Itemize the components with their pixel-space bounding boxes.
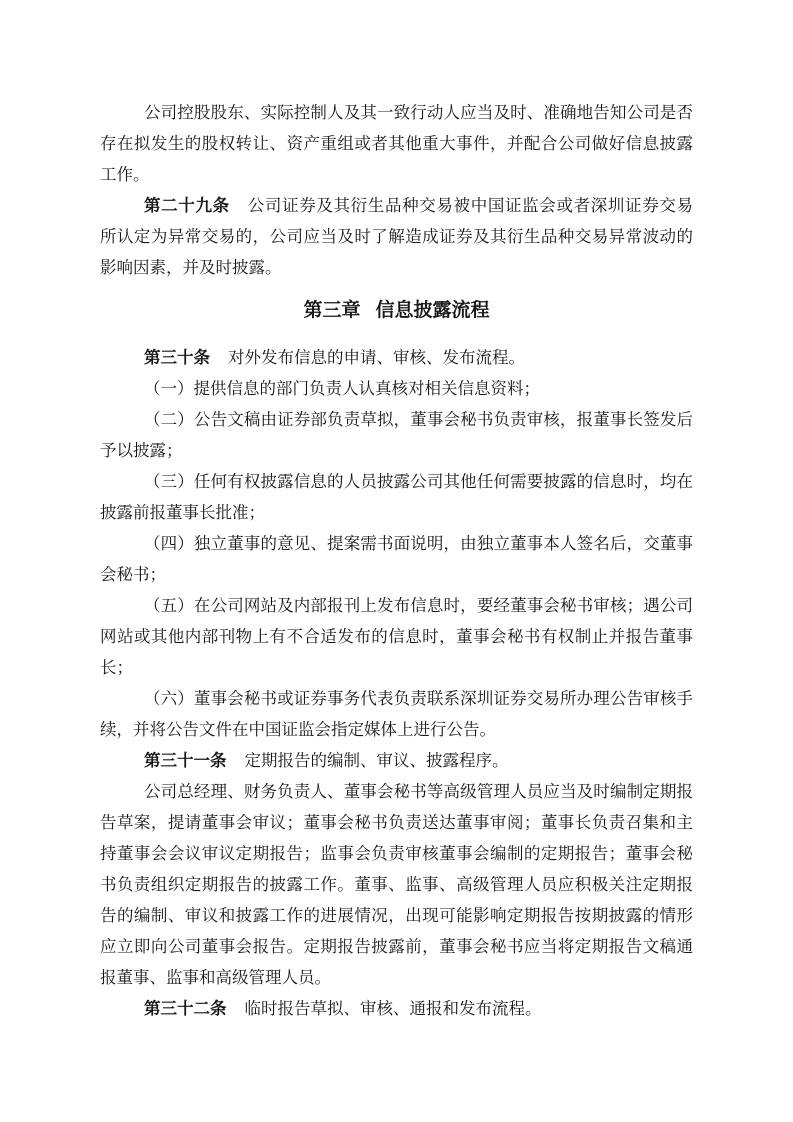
line-text: （三）任何有权披露信息的人员披露公司其他任何需要披露的信息时，均在	[144, 472, 693, 491]
line-text: 临时报告草拟、审核、通报和发布流程。	[244, 999, 542, 1018]
text-line	[100, 159, 693, 190]
line-text: 公司控股股东、实际控制人及其一致行动人应当及时、准确地告知公司是否	[144, 103, 693, 122]
line-text: 公司总经理、财务负责人、董事会秘书等高级管理人员应当及时编制定期报	[144, 782, 693, 801]
line-text: 工作。	[100, 165, 150, 184]
text-line	[100, 652, 693, 683]
item-3-paragraph	[100, 466, 693, 528]
article-29-paragraph	[100, 190, 693, 283]
text-line	[100, 221, 693, 252]
text-line	[100, 190, 693, 221]
text-line	[100, 252, 693, 283]
text-line	[100, 435, 693, 466]
article-number: 第三十条	[144, 348, 210, 367]
line-text: 披露前报董事长批准；	[100, 503, 265, 522]
text-line	[100, 900, 693, 931]
text-line	[100, 962, 693, 993]
text-line	[100, 683, 693, 714]
text-line	[100, 838, 693, 869]
text-line	[100, 559, 693, 590]
line-text: 告的编制、审议和披露工作的进展情况，出现可能影响定期报告按期披露的情形	[100, 906, 693, 925]
line-text: （一）提供信息的部门负责人认真核对相关信息资料；	[144, 379, 540, 398]
line-text: 定期报告的编制、审议、披露程序。	[244, 751, 509, 770]
text-line	[100, 745, 693, 776]
line-text: （五）在公司网站及内部报刊上发布信息时，要经董事会秘书审核；遇公司	[144, 596, 693, 615]
text-line	[100, 869, 693, 900]
line-text: （四）独立董事的意见、提案需书面说明，由独立董事本人签名后，交董事	[144, 534, 693, 553]
article-31-paragraph	[100, 745, 693, 776]
line-text: （二）公告文稿由证券部负责草拟，董事会秘书负责审核，报董事长签发后	[144, 410, 693, 429]
chapter-title: 信息披露流程	[375, 300, 490, 321]
line-text: 公司证券及其衍生品种交易被中国证监会或者深圳证券交易	[247, 196, 694, 215]
text-line	[100, 404, 693, 435]
line-text: 网站或其他内部刊物上有不合适发布的信息时，董事会秘书有权制止并报告董事	[100, 627, 693, 646]
line-text: 持董事会会议审议定期报告；监事会负责审核董事会编制的定期报告；董事会秘	[100, 844, 693, 863]
article-number: 第二十九条	[144, 196, 230, 215]
chapter-number: 第三章	[303, 300, 361, 321]
text-line	[100, 497, 693, 528]
line-text: 长；	[100, 658, 133, 677]
text-line	[100, 128, 693, 159]
text-line	[100, 342, 693, 373]
text-line	[100, 373, 693, 404]
article-number: 第三十二条	[144, 999, 227, 1018]
line-text: 告草案，提请董事会审议；董事会秘书负责送达董事审阅；董事长负责召集和主	[100, 813, 693, 832]
text-line	[100, 590, 693, 621]
item-4-paragraph	[100, 528, 693, 590]
text-line	[100, 931, 693, 962]
text-line	[100, 97, 693, 128]
line-text: 报董事、监事和高级管理人员。	[100, 968, 331, 987]
text-line	[100, 993, 693, 1024]
chapter-heading-line	[100, 295, 693, 326]
article-30-paragraph	[100, 342, 693, 373]
line-text: 会秘书；	[100, 565, 166, 584]
line-text: 予以披露；	[100, 441, 183, 460]
paragraph-periodic-report-procedure	[100, 776, 693, 993]
chapter-3-heading	[100, 295, 693, 326]
line-text: 书负责组织定期报告的披露工作。董事、监事、高级管理人员应积极关注定期报	[100, 875, 693, 894]
text-line	[100, 621, 693, 652]
text-line	[100, 528, 693, 559]
item-6-paragraph	[100, 683, 693, 745]
line-text: 存在拟发生的股权转让、资产重组或者其他重大事件，并配合公司做好信息披露	[100, 134, 693, 153]
document-content	[100, 97, 693, 1024]
line-text: 应立即向公司董事会报告。定期报告披露前，董事会秘书应当将定期报告文稿通	[100, 937, 693, 956]
text-line	[100, 807, 693, 838]
item-1-paragraph	[100, 373, 693, 404]
line-text: （六）董事会秘书或证券事务代表负责联系深圳证券交易所办理公告审核手	[144, 689, 693, 708]
item-5-paragraph	[100, 590, 693, 683]
paragraph-shareholder-notification	[100, 97, 693, 190]
line-text: 对外发布信息的申请、审核、发布流程。	[228, 348, 525, 367]
text-line	[100, 776, 693, 807]
item-2-paragraph	[100, 404, 693, 466]
line-text: 影响因素，并及时披露。	[100, 258, 282, 277]
article-number: 第三十一条	[144, 751, 227, 770]
article-32-paragraph	[100, 993, 693, 1024]
line-text: 所认定为异常交易的，公司应当及时了解造成证券及其衍生品种交易异常波动的	[100, 227, 693, 246]
line-text: 续，并将公告文件在中国证监会指定媒体上进行公告。	[100, 720, 496, 739]
text-line	[100, 466, 693, 497]
text-line	[100, 714, 693, 745]
